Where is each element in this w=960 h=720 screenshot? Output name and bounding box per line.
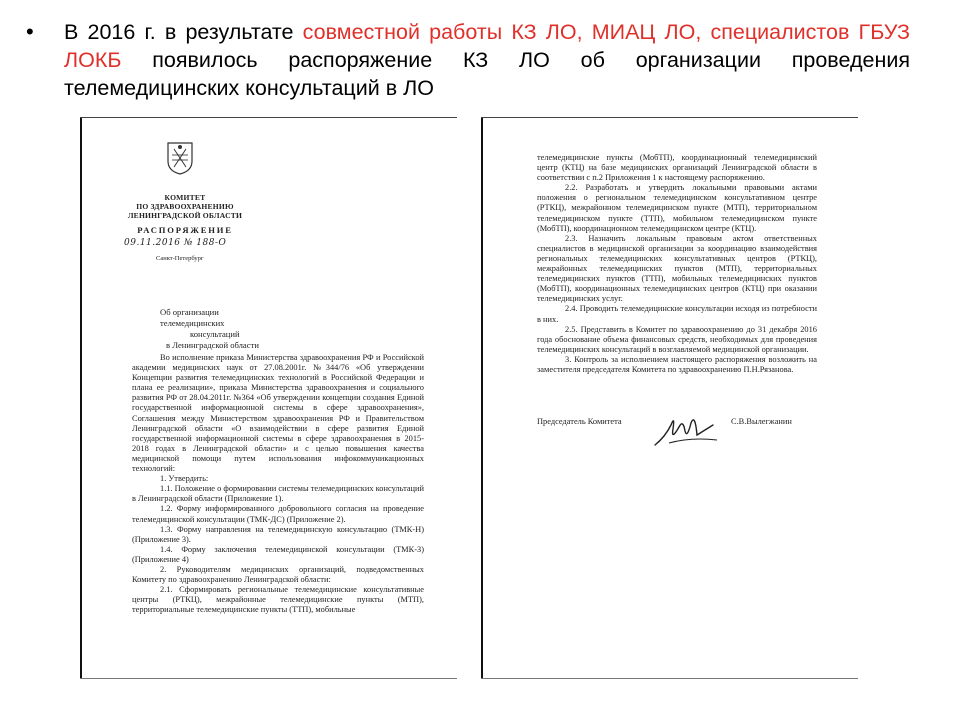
bullet-marker: • [26,19,34,44]
document-page-1 [80,117,457,679]
order-date-number: 09.11.2016 № 188-О [124,238,227,248]
paragraph-1-1: 1.1. Положение о формировании системы телемедицинских консультаций в Ленинградской области (Приложение 1). [132,484,424,504]
paragraph-2: 2. Руководителям медицинских организаций, подведомственных Комитету по здравоохранению Ленинградской области: [132,564,424,585]
paragraph-continued: телемедицинские пункты (МобТП), координационный телемедицинский центр (КТЦ) на базе медицинских организаций Ленинградской области в соответствии с п.2 Приложения 1 к настоящему распоряжению. [537,153,817,183]
signatory-name: С.В.Вылегжанин [731,417,792,426]
order-title: РАСПОРЯЖЕНИЕ [137,225,233,235]
paragraph-2-4: 2.4. Проводить телемедицинские консультации исходя из потребности в них. [537,304,817,324]
subject-line-1: Об организации телемедицинских [160,307,225,328]
paragraph-intro: Во исполнение приказа Министерства здравоохранения РФ и Российской академии медицинских наук от 27.08.2001г. №344/76 «Об утверждении Концепции развития телемедицинских технологий в Российской Федерации и плана ее реализации», приказа Министерства здравоохранения и социального развития РФ от 28.04.2011г. №364 «Об утверждении концепции создания Единой государственной информационной системы в сфере здравоохранения», Соглашения между Министерством здравоохранения РФ и Правительством Ленинградской области «О взаимодействии в сфере развития Единой государственной информационной системы в сфере здравоохранения в 2015-2018 годах в Ленинградской области» и с целью повышения качества медицинской помощи путем использования инфокоммуникационных технологий: [132,353,424,474]
org-line-2: ПО ЗДРАВООХРАНЕНИЮ [136,202,234,211]
paragraph-3: 3. Контроль за исполнением настоящего распоряжения возложить на заместителя председателя Комитета по здравоохранению П.Н.Рязанова. [537,354,817,374]
paragraph-1: 1. Утвердить: [160,474,209,484]
subject-line-2: консультаций [190,329,240,339]
issuing-organization [110,193,260,220]
handwritten-signature-icon [651,407,721,452]
order-subject [160,307,270,351]
signature-label: Председатель Комитета [537,417,622,426]
subject-line-3: в Ленинградской области [166,340,259,350]
slide-bullet-text [64,18,910,102]
order-body-page-2 [537,153,817,375]
paragraph-2-5: 2.5. Представить в Комитет по здравоохранению до 31 декабря 2016 года обоснование объема финансовых средств, необходимых для проведения телемедицинских консультаций в возглавляемой медицинской организации. [537,324,817,354]
paragraph-2-2: 2.2. Разработать и утвердить локальными правовыми актами положения о региональном телемедицинском консультативном центре (РТКЦ), межрайонном телемедицинском пункте (МТП), территориальном телемедицинском пункте (ТТП), мобильном телемедицинском пункте (МобТП), координационном телемедицинском центре (КТЦ). [537,183,817,233]
paragraph-1-3: 1.3. Форму направления на телемедицинскую консультацию (ТМК-Н) (Приложение 3). [132,524,424,544]
document-page-2 [481,117,858,679]
paragraph-1-4: 1.4. Форму заключения телемедицинской консультации (ТМК-З) (Приложение 4) [132,544,424,564]
org-line-1: КОМИТЕТ [164,193,206,202]
paragraph-2-3: 2.3. Назначить локальным правовым актом ответственных специалистов в медицинской организации за координацию взаимодействия региональных телемедицинских консультативных центров (РТКЦ), межрайонных телемедицинских пунктов (МТП), территориальных телемедицинских пунктов (ТТП), мобильных телемедицинских пунктов (МобТП), координационных телемедицинских центров (КТЦ) при оказании телемедицинских услуг. [537,233,817,304]
bullet-text-highlight: совместной работы КЗ ЛО, МИАЦ ЛО, специалистов ГБУЗ ЛОКБ [64,20,910,72]
paragraph-2-1: 2.1. Сформировать региональные телемедицинские консультативные центры (РТКЦ), межрайонные телемедицинские пункты (МТП), территориальные телемедицинские пункты (ТТП), мобильные [132,585,424,615]
order-body-page-1 [132,353,424,615]
order-city: Санкт-Петербург [156,255,204,262]
bullet-text-part-2: появилось распоряжение КЗ ЛО об организации проведения телемедицинских консультаций в ЛО [64,48,910,100]
paragraph-1-2: 1.2. Форму информированного добровольного согласия на проведение телемедицинской консультации (ТМК-ДС) (Приложение 2). [132,504,424,524]
org-line-3: ЛЕНИНГРАДСКОЙ ОБЛАСТИ [127,211,243,220]
coat-of-arms-icon [166,141,194,175]
slide-bullet-block [26,18,910,102]
bullet-text-part-1: В 2016 г. в результате [64,20,303,44]
